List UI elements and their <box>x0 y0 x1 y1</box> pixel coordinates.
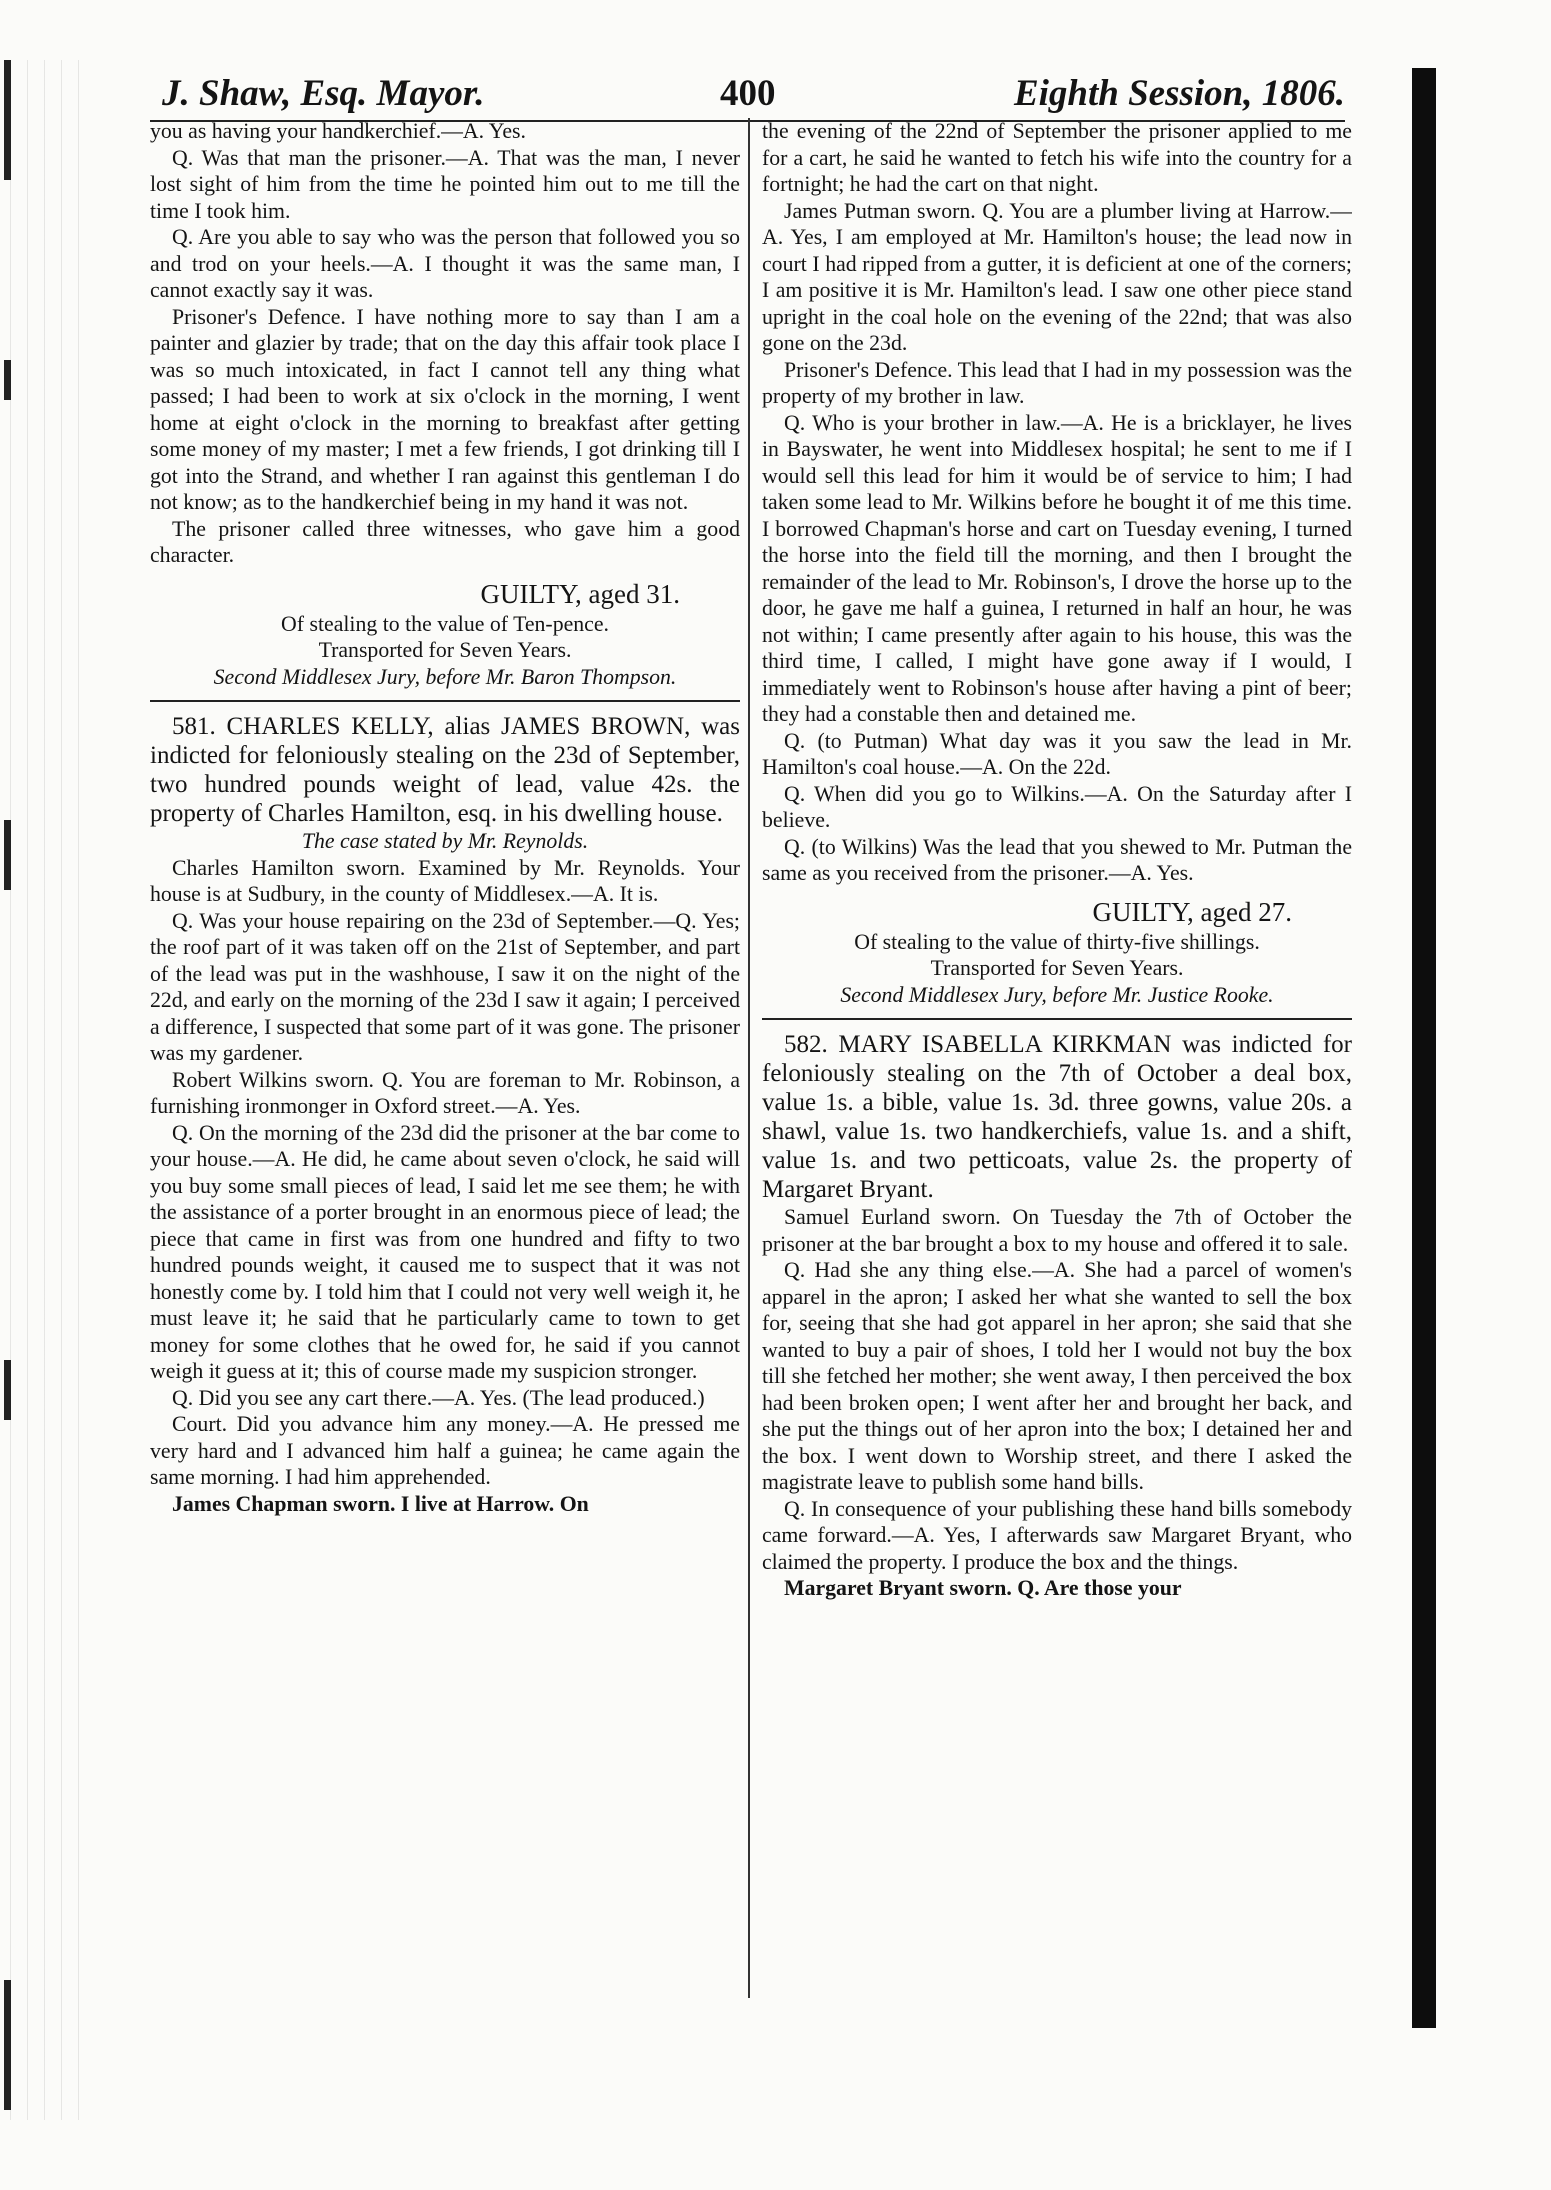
paragraph: Margaret Bryant sworn. Q. Are those your <box>784 1576 1182 1600</box>
case-heading: 581. CHARLES KELLY, alias JAMES BROWN, was indicted for feloniously stealing on the 23d of September, two hundred pounds weight of lead, value 42s. the property of Charles Hamilton, esq. in his dwelling house. <box>150 713 740 827</box>
paragraph: Q. Are you able to say who was the person that followed you so and trod on your heels.—A. I thought it was the same man, I cannot exactly say it was. <box>150 225 740 302</box>
paragraph: Samuel Eurland sworn. On Tuesday the 7th of October the prisoner at the bar brought a box to my house and offered it to sale. <box>762 1205 1352 1256</box>
header-session: Eighth Session, 1806. <box>1013 73 1345 114</box>
paragraph: Q. Was your house repairing on the 23d of September.—Q. Yes; the roof part of it was taken off on the 21st of September, and part of the lead was put in the washhouse, I saw it on the night of the 22d, and early on the morning of the 23d I saw it again; I perceived a difference, I suspected that some part of it was gone. The prisoner was my gardener. <box>150 908 740 1065</box>
paragraph: Q. Who is your brother in law.—A. He is a bricklayer, he lives in Bayswater, he went into Middlesex hospital; he sent to me if I would sell this lead for him it would be of service to him; I had taken some lead to Mr. Wilkins before he bought it of me this time. I borrowed Chapman's horse and cart on Tuesday evening, I turned the horse into the field till the morning, and then I brought the remainder of the lead to Mr. Robinson's, I drove the horse up to the door, he gave me half a guinea, I returned in half an hour, he was not within; I came presently after again to his house, this was the third time, I called, I might have gone away if I would, I immediately went to Robinson's house after having a pint of beer; they had a constable then and detained me. <box>762 410 1352 726</box>
paragraph: Q. (to Wilkins) Was the lead that you shewed to Mr. Putman the same as you received from the prisoner.—A. Yes. <box>762 834 1352 885</box>
case-separator <box>762 1018 1352 1020</box>
paragraph: you as having your handkerchief.—A. Yes. <box>150 119 526 143</box>
paragraph: Q. In consequence of your publishing these hand bills somebody came forward.—A. Yes, I afterwards saw Margaret Bryant, who claimed the property. I produce the box and the things. <box>762 1496 1352 1574</box>
sentence: Transported for Seven Years. <box>930 956 1184 980</box>
case-separator <box>150 700 740 702</box>
sentence: Transported for Seven Years. <box>318 638 572 662</box>
paragraph: Q. Had she any thing else.—A. She had a parcel of women's apparel in the apron; I asked her what she wanted to sell the box for, seeing that she had got apparel in her apron; she said that she wanted to buy a pair of shoes, I told her I would not buy the box till she fetched her mother; she went away, I then perceived the box had been broken open; I went after her and brought her back, and she put the things out of her apron into the box; I detained her and the box. I went down to Worship street, and there I asked the magistrate leave to publish some hand bills. <box>762 1258 1352 1494</box>
paragraph: Q. Did you see any cart there.—A. Yes. (The lead produced.) <box>172 1385 705 1410</box>
jury-line: Second Middlesex Jury, before Mr. Baron Thompson. <box>213 664 677 689</box>
paragraph: Q. (to Putman) What day was it you saw the lead in Mr. Hamilton's coal house.—A. On the 22d. <box>762 728 1352 779</box>
case-stated: The case stated by Mr. Reynolds. <box>301 829 589 853</box>
paragraph: Robert Wilkins sworn. Q. You are foreman to Mr. Robinson, a furnishing ironmonger in Oxford street.—A. Yes. <box>150 1067 740 1118</box>
verdict: GUILTY, aged 31. <box>480 578 680 609</box>
paragraph: Q. On the morning of the 23d did the prisoner at the bar come to your house.—A. He did, he came about seven o'clock, he said will you buy some small pieces of lead, I said let me see them; he with the assistance of a porter brought in an enormous piece of lead; the piece that came in first was from one hundred and fifty to two hundred pounds weight, it caused me to suspect that it was not honestly come by. I told him that I could not very well weigh it, he must leave it; he said that he particularly came to town to get money for some clothes that he owed for, he said if you cannot weigh it guess at it; this of course made my suspicion stronger. <box>150 1120 740 1383</box>
paragraph: Q. When did you go to Wilkins.—A. On the Saturday after I believe. <box>762 781 1352 832</box>
column-divider <box>748 118 750 1998</box>
right-column <box>762 118 1352 1998</box>
left-column <box>150 118 740 1998</box>
page-number: 400 <box>720 73 776 114</box>
scan-binding-edge <box>0 60 95 2120</box>
jury-line: Second Middlesex Jury, before Mr. Justice Rooke. <box>840 982 1274 1007</box>
verdict: GUILTY, aged 27. <box>1092 896 1292 927</box>
paragraph: Court. Did you advance him any money.—A. He pressed me very hard and I advanced him half a guinea; he came again the same morning. I had him apprehended. <box>150 1412 740 1489</box>
header-mayor: J. Shaw, Esq. Mayor. <box>162 73 485 114</box>
paragraph: James Chapman sworn. I live at Harrow. On <box>172 1491 589 1516</box>
running-header <box>150 68 1345 122</box>
scan-right-border <box>1412 68 1436 2028</box>
offence: Of stealing to the value of Ten-pence. <box>281 611 609 636</box>
paragraph: the evening of the 22nd of September the prisoner applied to me for a cart, he said he wanted to fetch his wife into the country for a fortnight; he had the cart on that night. <box>762 119 1352 196</box>
case-heading: 582. MARY ISABELLA KIRKMAN was indicted for feloniously stealing on the 7th of October a deal box, value 1s. a bible, value 1s. 3d. three gowns, value 20s. a shawl, value 1s. two handkerchiefs, value 1s. and a shift, value 1s. and two petticoats, value 2s. the property of Margaret Bryant. <box>762 1031 1352 1203</box>
offence: Of stealing to the value of thirty-five shillings. <box>854 929 1260 954</box>
paragraph: The prisoner called three witnesses, who gave him a good character. <box>150 516 740 567</box>
paragraph: Prisoner's Defence. I have nothing more to say than I am a painter and glazier by trade; that on the day this affair took place I was so much intoxicated, in fact I cannot tell any thing what passed; I had been to work at six o'clock in the morning, I went home at eight o'clock in the morning to breakfast after getting some money of my master; I met a few friends, I got drinking till I got into the Strand, and whether I ran against this gentleman I do not know; as to the handkerchief being in my hand it was not. <box>150 304 740 514</box>
paragraph: Charles Hamilton sworn. Examined by Mr. Reynolds. Your house is at Sudbury, in the county of Middlesex.—A. It is. <box>150 855 740 906</box>
paragraph: James Putman sworn. Q. You are a plumber living at Harrow.—A. Yes, I am employed at Mr. Hamilton's house; the lead now in court I had ripped from a gutter, it is deficient at one of the corners; I am positive it is Mr. Hamilton's lead. I saw one other piece stand upright in the coal hole on the evening of the 22nd; that was also gone on the 23d. <box>762 198 1352 355</box>
paragraph: Q. Was that man the prisoner.—A. That was the man, I never lost sight of him from the time he pointed him out to me till the time I took him. <box>150 145 740 223</box>
paragraph: Prisoner's Defence. This lead that I had in my possession was the property of my brother in law. <box>762 357 1352 408</box>
